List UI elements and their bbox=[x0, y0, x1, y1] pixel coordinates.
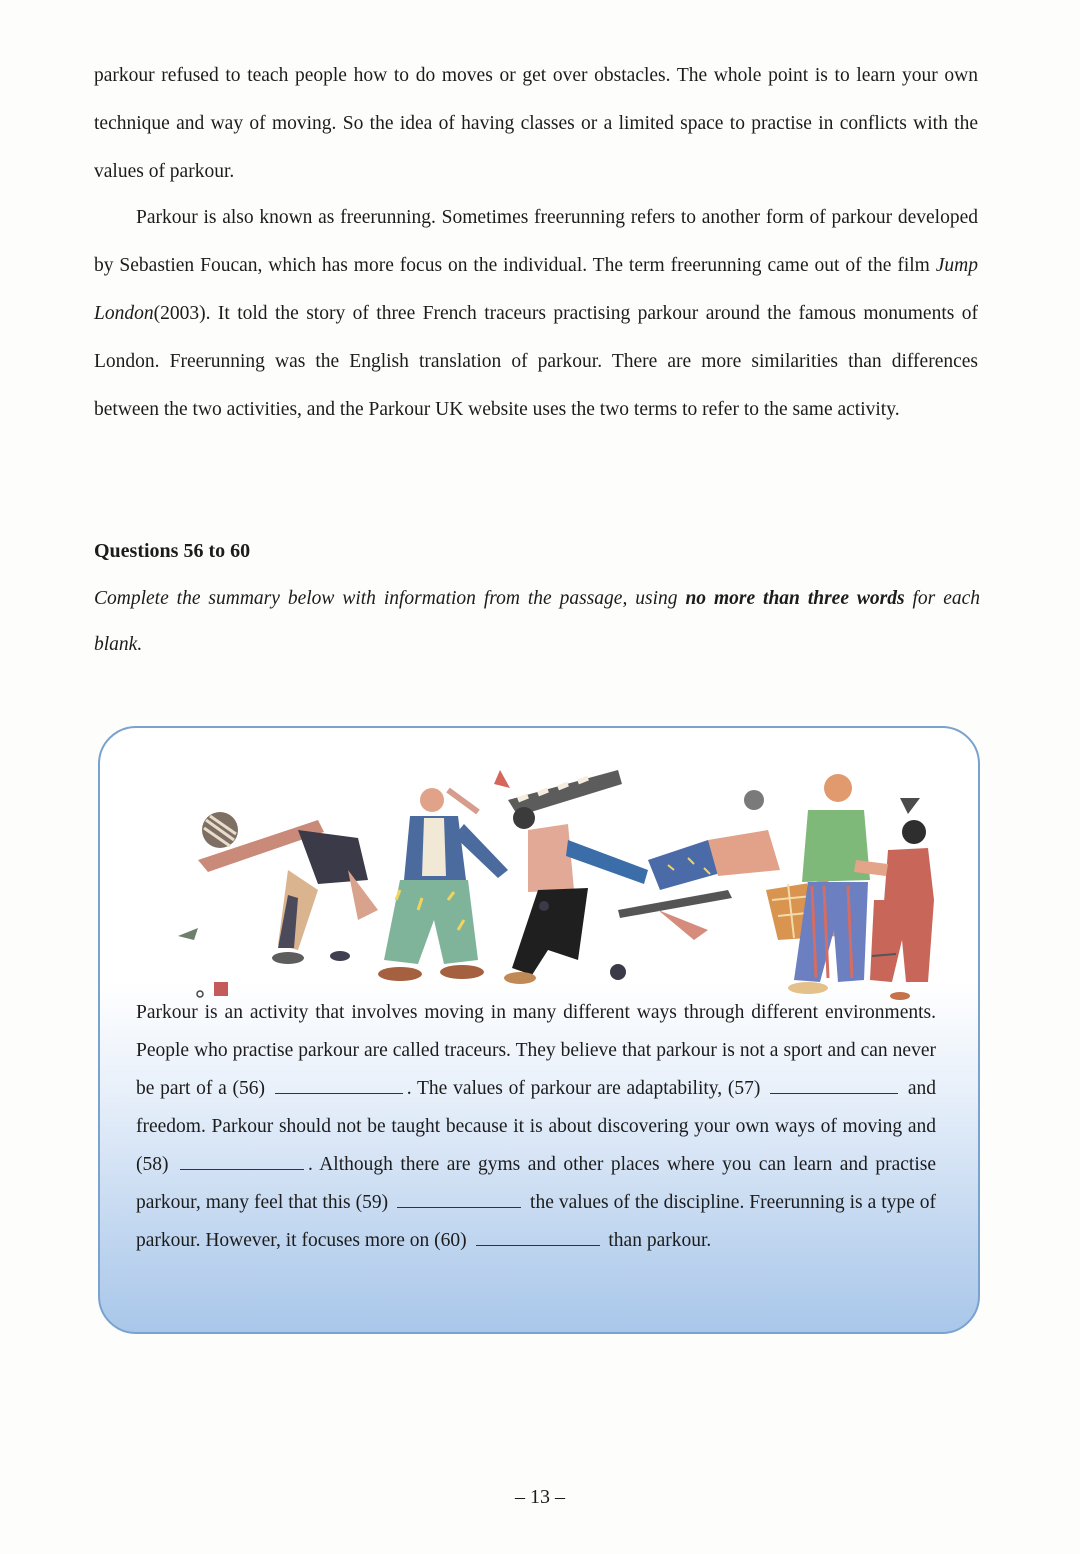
blank-58[interactable] bbox=[180, 1151, 304, 1170]
paragraph-2-text-b: (2003). It told the story of three French traceurs practising parkour around the famous monuments of London. Freerunning was the English translation of parkour. There are more similarities than differences between the two activities, and the Parkour UK website uses the two terms to refer to the same activity. bbox=[94, 303, 978, 420]
blank-60[interactable] bbox=[476, 1227, 600, 1246]
questions-heading: Questions 56 to 60 bbox=[94, 540, 251, 562]
figure-striped-scarf-runner bbox=[448, 770, 648, 984]
summary-box bbox=[98, 726, 980, 1334]
summary-sentence-4: . Although there are gyms and other places where you can learn and practise parkour, many feel that this (59) bbox=[136, 1154, 936, 1213]
questions-instruction bbox=[94, 576, 980, 668]
figure-plaid-pants bbox=[766, 774, 870, 994]
passage-paragraph-1: parkour refused to teach people how to do moves or get over obstacles. The whole point is to learn your own technique and way of moving. So the idea of having classes or a limited space to practise in conflicts with the values of parkour. bbox=[94, 65, 978, 182]
instruction-word-limit: no more than three words bbox=[685, 588, 905, 609]
parkour-illustration bbox=[148, 760, 938, 1010]
blank-59[interactable] bbox=[397, 1189, 521, 1208]
summary-sentence-5: the values of the discipline. Freerunning is a type of parkour. However, it focuses more on (60) bbox=[136, 1192, 936, 1251]
page-number: – 13 – bbox=[515, 1486, 565, 1508]
instruction-text-b: for each blank. bbox=[94, 588, 981, 655]
film-title: Jump London bbox=[94, 255, 978, 324]
paragraph-2-text-a: Parkour is also known as freerunning. Sometimes freerunning refers to another form of parkour developed by Sebastien Foucan, which has more focus on the individual. The term freerunning came out of the film bbox=[94, 207, 978, 276]
figure-man-in-vest bbox=[378, 788, 508, 981]
striped-ball-icon bbox=[202, 812, 238, 848]
passage-paragraph-2 bbox=[94, 194, 978, 434]
summary-sentence-6: than parkour. bbox=[603, 1230, 712, 1251]
summary-sentence-2: . The values of parkour are adaptability, (57) bbox=[406, 1078, 767, 1099]
figure-bending-woman bbox=[610, 790, 780, 980]
summary-sentence-3: and freedom. Parkour should not be taught because it is about discovering your own ways of moving and (58) bbox=[136, 1078, 936, 1175]
instruction-text-a: Complete the summary below with information from the passage, using bbox=[94, 588, 686, 609]
blank-56[interactable] bbox=[275, 1075, 403, 1094]
summary-text bbox=[136, 994, 936, 1260]
summary-sentence-1: Parkour is an activity that involves moving in many different ways through different environments. People who practise parkour are called traceurs. They believe that parkour is not a sport and can never be part of a (56) bbox=[136, 1002, 936, 1099]
blank-57[interactable] bbox=[770, 1075, 898, 1094]
